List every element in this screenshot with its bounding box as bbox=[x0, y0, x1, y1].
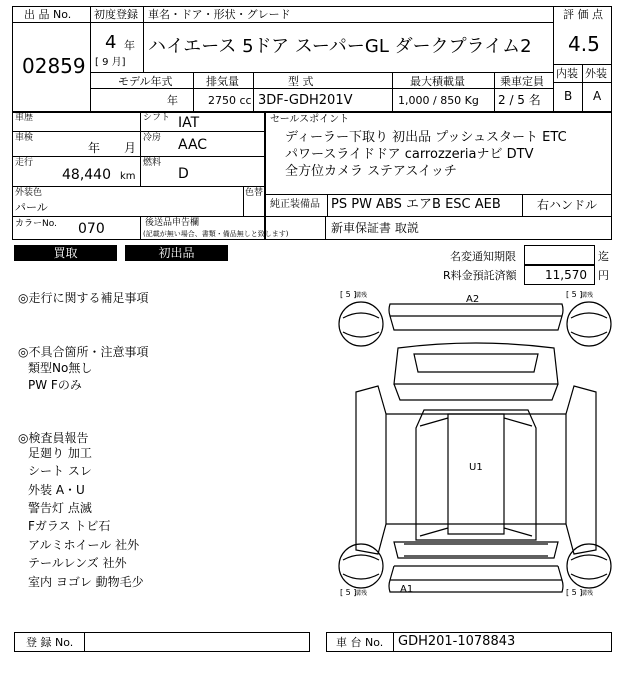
name-change-box bbox=[524, 245, 595, 265]
inspector-item: シート スレ bbox=[28, 464, 92, 478]
front-view-icon bbox=[394, 343, 558, 400]
mark-roof: U1 bbox=[469, 462, 483, 473]
first-reg-year: 4 bbox=[105, 32, 117, 53]
tire-label-bottom-left: [ 5 ] bbox=[340, 588, 357, 597]
mileage-label: 走行 bbox=[15, 158, 34, 168]
interior-grade-label: 内装 bbox=[556, 67, 578, 80]
defects-title: ◎不具合箇所・注意事項 bbox=[18, 345, 149, 359]
model-code: 3DF-GDH201V bbox=[258, 93, 353, 108]
max-load-label: 最大積載量 bbox=[410, 75, 465, 88]
exterior-grade: A bbox=[593, 89, 602, 103]
inspector-title: ◎検査員報告 bbox=[18, 431, 89, 445]
fuel-label: 燃料 bbox=[143, 158, 162, 168]
tire-label-bottom-right: [ 5 ] bbox=[566, 588, 583, 597]
reg-no-label: 登 録 No. bbox=[26, 636, 74, 649]
tire-bottom-left-icon bbox=[339, 544, 383, 597]
inspector-item: 足廻り 加工 bbox=[28, 446, 92, 460]
recycle-label: R料金預託済額 bbox=[443, 269, 517, 282]
shift: IAT bbox=[178, 115, 200, 131]
inspection-month-unit: 月 bbox=[124, 141, 137, 155]
tire-label-top-left: [ 5 ] bbox=[340, 290, 357, 299]
steering-side: 右ハンドル bbox=[537, 198, 598, 212]
tire-unit-bottom-left: 溝残 bbox=[355, 590, 368, 597]
chassis-no-label: 車 台 No. bbox=[336, 636, 384, 649]
grade-label: 評 価 点 bbox=[563, 8, 603, 21]
mileage: 48,440 bbox=[62, 167, 111, 183]
car-condition-diagram bbox=[338, 288, 614, 600]
shift-label: シフト bbox=[143, 113, 171, 123]
roof-icon bbox=[416, 410, 536, 540]
inspector-item: 外装 A・U bbox=[28, 483, 85, 497]
ext-color: パール bbox=[15, 201, 48, 214]
tire-label-top-right: [ 5 ] bbox=[566, 290, 583, 299]
ext-color-label: 外装色 bbox=[15, 188, 43, 198]
inspection-label: 車検 bbox=[15, 133, 34, 143]
mileage-unit: km bbox=[120, 171, 136, 182]
inspector-item: テールレンズ 社外 bbox=[28, 556, 127, 570]
color-change-label: 色替 bbox=[245, 188, 264, 198]
chassis-no: GDH201-1078843 bbox=[398, 634, 516, 649]
inspector-item: 室内 ヨゴレ 動物毛少 bbox=[28, 575, 144, 589]
inspector-item: 警告灯 点滅 bbox=[28, 501, 92, 515]
recycle-value: 11,570 bbox=[545, 268, 587, 282]
model-year-label: モデル年式 bbox=[118, 75, 173, 88]
driving-notes-title: ◎走行に関する補足事項 bbox=[18, 291, 149, 305]
genuine-equipment: PS PW ABS エアB ESC AEB bbox=[331, 197, 501, 212]
name-change-unit: 迄 bbox=[598, 250, 609, 263]
lot-no-label: 出 品 No. bbox=[24, 8, 72, 21]
max-load: 1,000 / 850 Kg bbox=[398, 94, 479, 107]
sales-point-line-2: パワースライドドア carrozzeriaナビ DTV bbox=[285, 147, 534, 162]
post-report-note: (記載が無い場合、書類・備品無しと致します) bbox=[143, 230, 289, 238]
defect-item: 類型No無し bbox=[28, 361, 93, 375]
tire-unit-top-left: 溝残 bbox=[355, 292, 368, 299]
rear-bumper-icon bbox=[389, 566, 563, 595]
color-no-label: カラーNo. bbox=[15, 219, 57, 229]
inspector-item: アルミホイール 社外 bbox=[28, 538, 140, 552]
car-name: ハイエース 5ドア スーパーGL ダークプライム2 bbox=[148, 36, 532, 57]
recycle-unit: 円 bbox=[598, 269, 609, 282]
post-report-label: 後送品申告欄 bbox=[145, 218, 200, 228]
mark-rear: A1 bbox=[400, 584, 414, 595]
front-bumper-icon bbox=[389, 294, 563, 330]
sales-point-line-3: 全方位カメラ ステアスイッチ bbox=[285, 164, 457, 179]
lot-no: 02859 bbox=[22, 54, 86, 78]
overall-grade: 4.5 bbox=[568, 32, 600, 56]
displacement-label: 排気量 bbox=[206, 75, 239, 88]
model-year-unit: 年 bbox=[167, 94, 178, 107]
buy-badge: 買取 bbox=[14, 245, 117, 261]
first-reg-year-unit: 年 bbox=[124, 39, 135, 52]
tire-top-right-icon bbox=[566, 290, 611, 346]
interior-grade: B bbox=[564, 89, 573, 103]
first-reg-label: 初度登録 bbox=[94, 8, 138, 21]
car-history-label: 車歴 bbox=[15, 113, 34, 123]
fuel: D bbox=[178, 166, 189, 182]
capacity-label: 乗車定員 bbox=[500, 75, 544, 88]
ac: AAC bbox=[178, 137, 208, 153]
exterior-grade-label: 外装 bbox=[585, 67, 607, 80]
tire-top-left-icon bbox=[339, 290, 383, 346]
name-change-label: 名変通知期限 bbox=[450, 250, 516, 263]
model-label: 型 式 bbox=[288, 75, 314, 88]
inspector-item: Fガラス トビ石 bbox=[28, 519, 111, 533]
car-name-label: 車名・ドア・形状・グレード bbox=[148, 8, 291, 21]
tire-unit-bottom-right: 溝残 bbox=[581, 590, 594, 597]
capacity: 2 / 5 名 bbox=[498, 93, 541, 107]
sales-point-line-1: ディーラー下取り 初出品 プッシュスタート ETC bbox=[285, 130, 567, 145]
tire-unit-top-right: 溝残 bbox=[581, 292, 594, 299]
ac-label: 冷房 bbox=[143, 133, 162, 143]
first-reg-month: [ 9 月] bbox=[95, 57, 126, 68]
genuine-equipment-label: 純正装備品 bbox=[270, 199, 320, 210]
guarantee-docs: 新車保証書 取説 bbox=[331, 221, 419, 235]
mark-front: A2 bbox=[466, 294, 480, 305]
sales-points-label: セールスポイント bbox=[270, 114, 350, 125]
displacement: 2750 cc bbox=[208, 94, 252, 107]
defect-item: PW Fのみ bbox=[28, 378, 82, 392]
color-no: 070 bbox=[78, 221, 105, 237]
rear-view-icon bbox=[394, 542, 558, 558]
inspection-year-unit: 年 bbox=[88, 141, 101, 155]
first-listing-badge: 初出品 bbox=[125, 245, 228, 261]
